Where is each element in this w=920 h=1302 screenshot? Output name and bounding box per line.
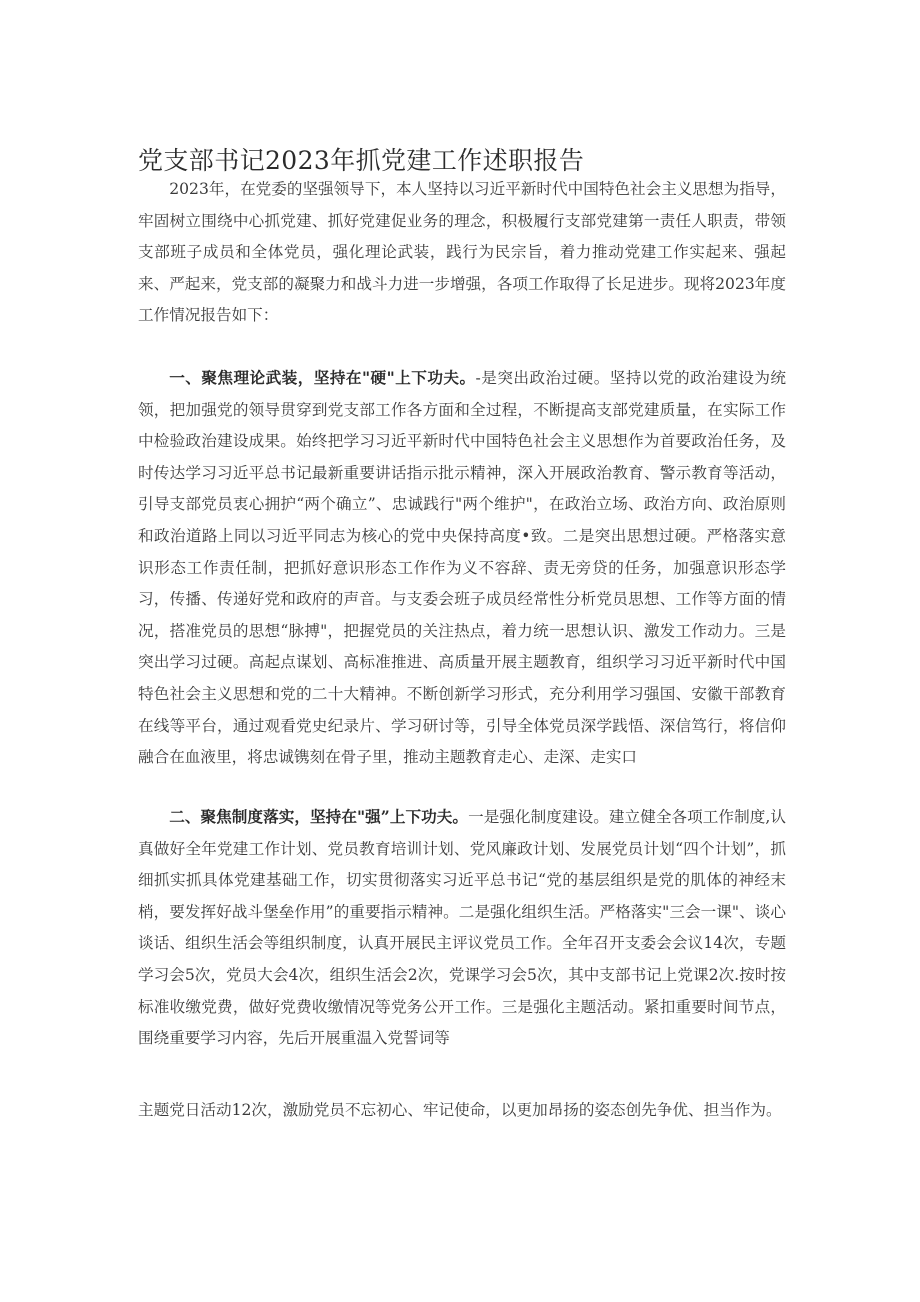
paragraph-text: 一是强化制度建设。建立健全各项工作制度,认真做好全年党建工作计划、党员教育培训计划、党风廉政计划、发展党员计划“四个计划”，抓细抓实抓具体党建基础工作，切实贯彻落实习近平总书记“党的基层组织是党的肌体的神经末梢，要发挥好战斗堡垒作用”的重要指示精神。二是强化组织生活。严格落实"三会一课"、谈心谈话、组织生活会等组织制度，认真开展民主评议党员工作。全年召开支委会会议14次，专题学习会5次，党员大会4次，组织生活会2次，党课学习会5次，其中支部书记上党课2次.按时按标准收缴党费，做好党费收缴情况等党务公开工作。三是强化主题活动。紧扣重要时间节点，围绕重要学习内容，先后开展重温入党誓词等 — [138, 808, 786, 1048]
paragraph-intro — [138, 174, 786, 332]
paragraph-section-1 — [138, 362, 786, 774]
paragraph-continuation — [138, 1095, 786, 1127]
paragraph-text: 2023年，在党委的坚强领导下，本人坚持以习近平新时代中国特色社会主义思想为指导，牢固树立围绕中心抓党建、抓好党建促业务的理念，积极履行支部党建第一责任人职责，带领支部班子成员和全体党员，强化理论武装，践行为民宗旨，着力推动党建工作实起来、强起来、严起来，党支部的凝聚力和战斗力进一步增强，各项工作取得了长足进步。现将2023年度工作情况报告如下： — [138, 180, 786, 325]
paragraph-text: -是突出政治过硬。坚持以党的政治建设为统领，把加强党的领导贯穿到党支部工作各方面和全过程，不断提高支部党建质量，在实际工作中检验政治建设成果。始终把学习习近平新时代中国特色社会主义思想作为首要政治任务，及时传达学习习近平总书记最新重要讲话指示批示精神，深入开展政治教育、警示教育等活动，引导支部党员衷心拥护“两个确立”、忠诚践行"两个维护"，在政治立场、政治方向、政治原则和政治道路上同以习近平同志为核心的党中央保持高度•致。二是突出思想过硬。严格落实意识形态工作责任制，把抓好意识形态工作作为义不容辞、责无旁贷的任务，加强意识形态学习，传播、传递好党和政府的声音。与支委会班子成员经常性分析党员思想、工作等方面的情况，搭准党员的思想“脉搏"，把握党员的关注热点，着力统一思想认识、激发工作动力。三是突出学习过硬。高起点谋划、高标准推进、高质量开展主题教育，组织学习习近平新时代中国特色社会主义思想和党的二十大精神。不断创新学习形式，充分利用学习强国、安徽干部教育在线等平台，通过观看党史纪录片、学习研讨等，引导全体党员深学践悟、深信笃行，将信仰融合在血液里，将忠诚镌刻在骨子里，推动主题教育走心、走深、走实口 — [138, 369, 786, 767]
section-heading: 二、聚焦制度落实，坚持在"强”上下功夫。 — [169, 807, 469, 826]
document-title: 党支部书记2023年抓党建工作述职报告 — [138, 146, 585, 175]
section-heading: 一、聚焦理论武装，坚持在"硬"上下功夫。 — [169, 368, 476, 387]
paragraph-section-2 — [138, 801, 786, 1055]
paragraph-text: 主题党日活动12次，激励党员不忘初心、牢记使命，以更加昂扬的姿态创先争优、担当作为。 — [138, 1101, 782, 1119]
